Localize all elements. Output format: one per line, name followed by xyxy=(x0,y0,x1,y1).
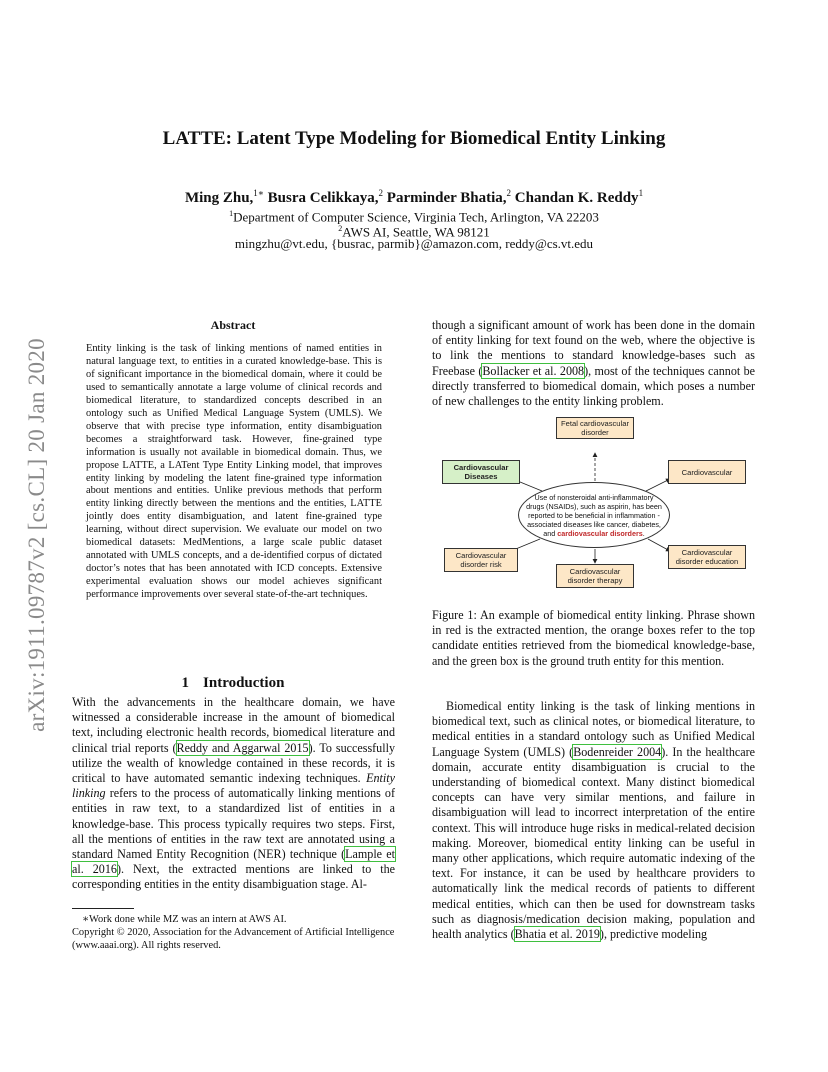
figure-caption: Figure 1: An example of biomedical entity linking. Phrase shown in red is the extracted mention, the orange boxes refer to the top candidate entities retrieved from the biomedical knowledge-base, and the green box is the ground truth entity for this mention. xyxy=(432,608,755,668)
candidate-box: Fetal cardiovascular disorder xyxy=(556,417,634,439)
arrow xyxy=(648,539,670,551)
citation-link[interactable]: Bodenreider 2004 xyxy=(573,744,662,759)
ground-truth-box: Cardiovascular Diseases xyxy=(442,460,520,484)
citation-link[interactable]: Lample et al. 2016 xyxy=(72,847,395,877)
sentence-bubble xyxy=(518,482,670,548)
sentence-text xyxy=(525,493,663,538)
footnote-rule xyxy=(72,908,134,909)
text-run: With the advancements in the healthcare domain, we have witnessed a considerable increase in the amount of biomedical text, including electronic health records, biomedical literature and clinical trial reports ( xyxy=(72,695,395,755)
right-column-top xyxy=(432,318,755,409)
candidate-box: Cardiovascular disorder education xyxy=(668,545,746,569)
abstract-heading: Abstract xyxy=(210,318,256,332)
author-sup: 1 xyxy=(638,188,644,198)
text-run: ). In the healthcare domain, accurate entity disambiguation is crucial to the understanding of biomedical context. Many distinct biomedical concepts can have very similar mentions, and failure in disambiguation will lead to incorrect interpretation of the entire context. This will introduce huge risks in medical-related decision making. Moreover, biomedical entity linking can be useful in many other applications, which require automatic indexing of the text. For instance, it can be used by healthcare providers to automatically link the medical records of patients to different medical entities, which can then be used for downstream tasks such as diagnosis/medication decision making, population and health analytics ( xyxy=(432,744,756,942)
abstract-body xyxy=(86,343,382,602)
text-run: though a significant amount of work has been done in the domain of entity linking for text found on the web, where the objective is to link the mentions to standard knowledge-bases such as Freebase ( xyxy=(432,318,755,378)
author-sup: 2 xyxy=(506,188,512,198)
candidate-box: Cardiovascular disorder risk xyxy=(444,548,518,572)
abstract-text: Entity linking is the task of linking mentions of named entities in natural language text, to entities in a curated knowledge-base. This is of significant importance in the biomedical domain, where it could be used to semantically annotate a large volume of clinical records and biomedical literature, to standardized concepts described in an ontology such as Unified Medical Language System (UMLS). We observe that with precise type information, entity disambiguation becomes a straightforward task. However, fine-grained type information is usually not available in biomedical domain. Thus, we propose LATTE, a LATent Type Entity Linking model, that improves entity linking by modeling the latent fine-grained type information about mentions and entities. Unlike previous methods that perform entity linking directly between the mentions and the entities, LATTE jointly does entity disambiguation, and latent fine-grained type learning, without direct supervision. We evaluate our model on two biomedical datasets: MedMentions, a large scale public dataset annotated with UMLS concepts, and a de-identified corpus of dictated doctor’s notes that has been annotated with ICD concepts. Extensive experimental evaluation shows our model achieves significant performance improvements over several state-of-the-art techniques. xyxy=(86,343,382,601)
text-run: refers to the process of automatically linking mentions of entities in raw text, to a standardized list of entities in a knowledge-base. This process typically requires two steps. First, all the mentions of entities in the raw text are annotated using a standard Named Entity Recognition (NER) technique ( xyxy=(72,786,395,862)
citation-link[interactable]: Bhatia et al. 2019 xyxy=(514,927,600,942)
affiliation-sup: 1 xyxy=(229,209,234,218)
text-run: ), most of the techniques cannot be directly transferred to biomedical domain, which poses a number of new challenges to the entity linking problem. xyxy=(432,363,755,409)
affiliation-sup: 2 xyxy=(338,224,343,233)
emphasis: Entity linking xyxy=(72,771,395,801)
figure-entity-linking xyxy=(432,415,755,595)
arrow xyxy=(646,479,670,491)
text-run: ). To successfully utilize the wealth of knowledge contained in these records, it is critical to have automated semantic indexing techniques. xyxy=(72,740,395,786)
author-name: Busra Celikkaya, xyxy=(267,190,379,206)
footnotes xyxy=(72,913,395,952)
author-sup: 2 xyxy=(378,188,384,198)
arxiv-stamp xyxy=(22,300,52,770)
candidate-box: Cardiovascular xyxy=(668,460,746,484)
author-name: Chandan K. Reddy xyxy=(514,190,639,206)
paragraph xyxy=(432,699,755,942)
affiliation-text: AWS AI, Seattle, WA 98121 xyxy=(342,224,490,240)
text-run: ). Next, the extracted mentions are linked to the corresponding entities in the entity disambiguation stage. Al- xyxy=(72,862,396,892)
footnote-note: ∗Work done while MZ was an intern at AWS AI. xyxy=(82,914,287,925)
author-name: Parminder Bhatia, xyxy=(386,190,507,206)
extracted-mention: cardiovascular disorders xyxy=(557,528,643,538)
paragraph xyxy=(432,318,755,409)
paper-title: LATTE: Latent Type Modeling for Biomedical Entity Linking xyxy=(162,128,666,149)
text-run: . xyxy=(642,528,645,538)
arxiv-id: arXiv:1911.09787v2 [cs.CL] 20 Jan 2020 xyxy=(24,338,49,732)
section-title: Introduction xyxy=(203,675,285,691)
citation-link[interactable]: Bollacker et al. 2008 xyxy=(482,363,585,378)
section-number: 1 xyxy=(181,675,190,691)
text-run: Biomedical entity linking is the task of linking mentions in biomedical text, such as clinical notes, or biomedical literature, to medical entities in a standard ontology such as Unified Medical Language System (UMLS) ( xyxy=(432,699,755,759)
introduction-body xyxy=(72,695,395,893)
paragraph xyxy=(72,695,395,893)
copyright-notice: Copyright © 2020, Association for the Advancement of Artificial Intelligence (www.aaai.org). All rights reserved. xyxy=(72,927,395,951)
candidate-box: Cardiovascular disorder therapy xyxy=(556,564,634,588)
text-run: Use of nonsteroidal anti-inflammatory drugs (NSAIDs), such as aspirin, has been reported to be beneficial in inflammation - associated diseases like cancer, diabetes, and xyxy=(526,492,662,538)
affiliation-text: Department of Computer Science, Virginia Tech, Arlington, VA 22203 xyxy=(233,209,599,225)
author-list xyxy=(0,188,828,207)
right-column-body xyxy=(432,699,755,942)
citation-link[interactable]: Reddy and Aggarwal 2015 xyxy=(176,740,309,755)
text-run: ), predictive modeling xyxy=(599,927,708,942)
author-emails: mingzhu@vt.edu, {busrac, parmib}@amazon.com, reddy@cs.vt.edu xyxy=(234,236,594,251)
section-heading xyxy=(72,675,394,692)
author-name: Ming Zhu, xyxy=(184,190,254,206)
author-sup: 1∗ xyxy=(253,188,264,198)
